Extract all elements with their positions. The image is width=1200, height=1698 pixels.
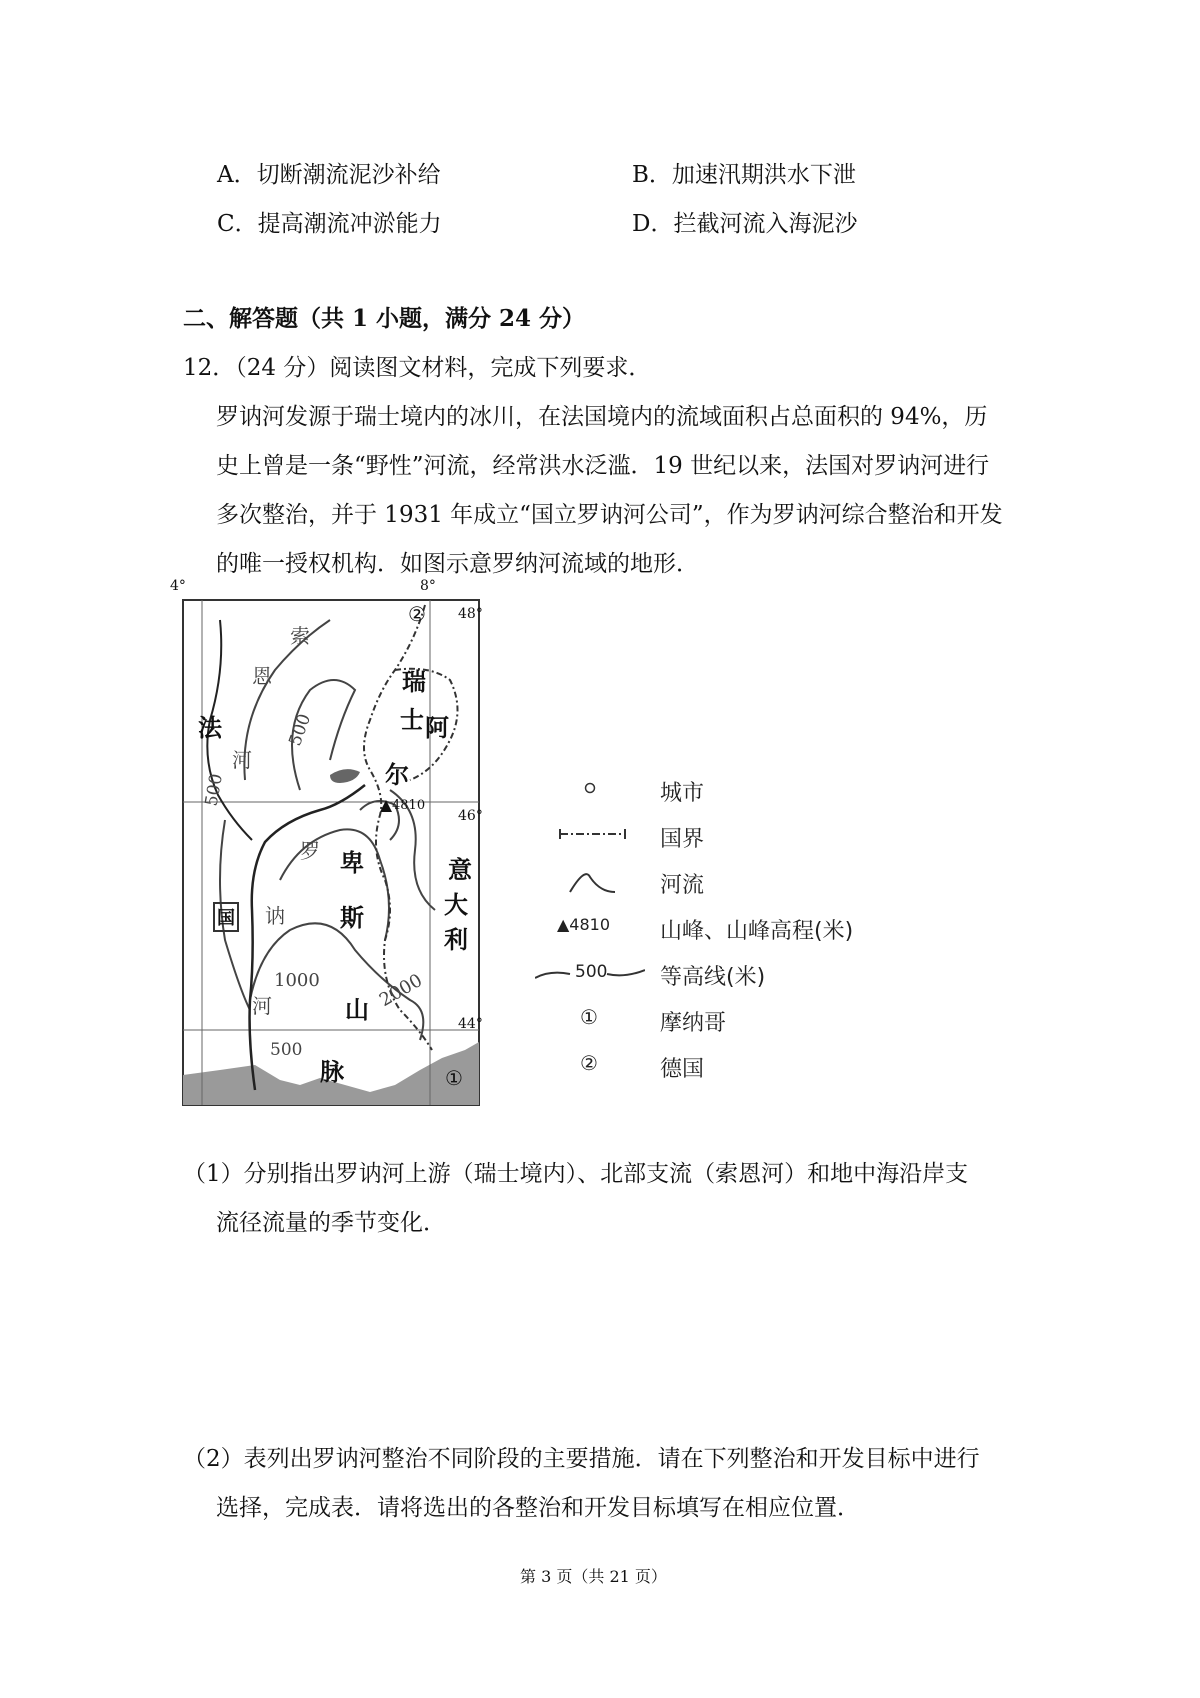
border-icon (545, 816, 635, 856)
label-saone-2: 恩 (252, 664, 272, 688)
option-d: D．拦截河流入海泥沙 (632, 211, 858, 237)
contour-label: 2000 (375, 969, 426, 1012)
lon-label-4: 4° (170, 578, 186, 594)
legend-label: 城市 (660, 781, 705, 806)
label-alps-3: 卑 (340, 848, 364, 877)
label-switzerland-2: 士 (400, 705, 424, 734)
contour-label: 500 (285, 711, 316, 749)
label-italy-1: 意 (448, 855, 472, 884)
sub-question-1-line: （1）分别指出罗讷河上游（瑞士境内）、北部支流（索恩河）和地中海沿岸支 (183, 1161, 969, 1187)
label-saone-3: 河 (232, 748, 252, 772)
lat-label-46: 46° (458, 808, 483, 824)
circle-1-icon: ① (580, 1005, 598, 1029)
label-alps-6: 脉 (320, 1057, 344, 1086)
sub-question-2-line: 选择，完成表．请将选出的各整治和开发目标填写在相应位置． (216, 1495, 860, 1521)
lat-label-44: 44° (458, 1016, 483, 1032)
contour-line (244, 620, 330, 780)
map-graphic (180, 580, 487, 1125)
contour-line (280, 829, 389, 940)
label-monaco-circle: ① (445, 1066, 463, 1090)
option-b: B．加速汛期洪水下泄 (632, 162, 856, 188)
rhone-basin-map (170, 578, 487, 1125)
lon-label-8: 8° (420, 578, 436, 594)
legend-label: 山峰、山峰高程(米) (660, 919, 854, 944)
legend-label: 国界 (660, 827, 705, 852)
sub-question-1-line: 流径流量的季节变化． (216, 1210, 446, 1236)
label-rhone-3: 河 (252, 994, 272, 1018)
map-frame (183, 600, 479, 1105)
peak-icon: ▲4810 (557, 915, 611, 934)
label-italy-3: 利 (444, 925, 468, 954)
label-saone-1: 索 (290, 624, 310, 648)
label-italy-2: 大 (444, 890, 468, 919)
city-icon (545, 770, 635, 810)
label-rhone-2: 讷 (265, 904, 285, 928)
label-germany-circle: ② (408, 602, 426, 626)
river-icon (545, 862, 635, 902)
page-number: 第 3 页（共 21 页） (520, 1567, 667, 1586)
section-heading: 二、解答题（共 1 小题，满分 24 分） (183, 305, 586, 332)
label-alps-4: 斯 (340, 903, 364, 932)
contour-label: 1000 (274, 970, 320, 991)
lake (330, 769, 360, 783)
legend-label: 河流 (660, 873, 705, 898)
legend-label: 德国 (660, 1057, 705, 1082)
sub-question-2-line: （2）表列出罗讷河整治不同阶段的主要措施．请在下列整治和开发目标中进行 (183, 1446, 980, 1472)
material-line: 罗讷河发源于瑞士境内的冰川，在法国境内的流域面积占总面积的 94%，历 (216, 404, 988, 430)
contour-icon: 500 (545, 954, 635, 994)
label-france-guo: 国 (213, 902, 239, 932)
material-line: 史上曾是一条“野性”河流，经常洪水泛滥．19 世纪以来，法国对罗讷河进行 (216, 453, 990, 479)
legend-label: 等高线(米) (660, 965, 766, 990)
peak-label: 4810 (392, 798, 426, 813)
label-switzerland-1: 瑞 (402, 667, 426, 696)
contour-label: 500 (201, 772, 227, 808)
option-a: A．切断潮流泥沙补给 (217, 162, 441, 188)
question-header: 12．（24 分）阅读图文材料，完成下列要求． (183, 355, 652, 381)
label-france: 法 (198, 713, 222, 742)
lat-label-48: 48° (458, 606, 483, 622)
material-line: 多次整治，并于 1931 年成立“国立罗讷河公司”，作为罗讷河综合整治和开发 (216, 502, 1003, 528)
circle-2-icon: ② (580, 1051, 598, 1075)
contour-label: 500 (270, 1040, 303, 1060)
rhone-river (250, 785, 365, 1090)
material-line: 的唯一授权机构．如图示意罗纳河流域的地形． (216, 551, 699, 577)
label-rhone-1: 罗 (300, 839, 320, 863)
option-c: C．提高潮流冲淤能力 (217, 211, 442, 237)
label-alps-2: 尔 (385, 760, 409, 789)
label-alps-1: 阿 (425, 713, 449, 742)
label-alps-5: 山 (345, 995, 369, 1024)
legend-label: 摩纳哥 (660, 1011, 727, 1036)
